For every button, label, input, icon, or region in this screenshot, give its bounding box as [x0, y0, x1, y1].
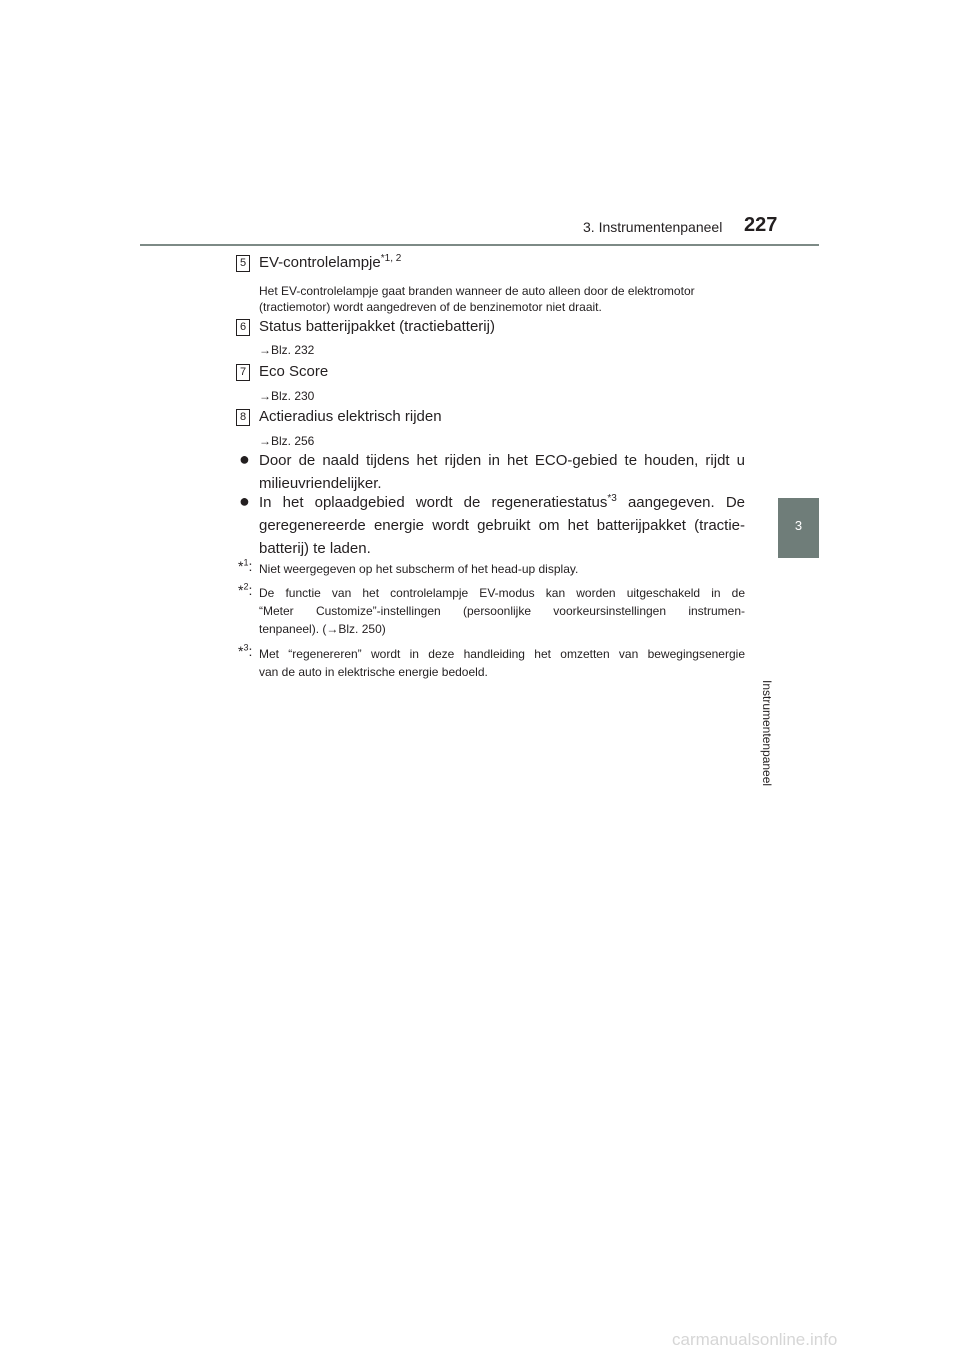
bullet-icon: ● — [239, 491, 250, 511]
footnote-marker — [238, 558, 252, 574]
footnote-colon: : — [248, 582, 253, 598]
page-reference[interactable]: →Blz. 256 — [259, 434, 315, 448]
bullet-text — [259, 491, 745, 560]
item-number-box: 6 — [236, 319, 250, 336]
page-number: 227 — [744, 214, 778, 236]
footnote-number: 1 — [243, 557, 249, 568]
item-number-box: 8 — [236, 409, 250, 426]
footnote-marker — [238, 643, 252, 659]
bullet-line: geregenereerde energie wordt gebruikt om het batterijpakket (tractie- — [259, 517, 745, 534]
bullet-line — [259, 491, 745, 514]
footnote-marker — [238, 582, 252, 598]
footnote-number: 3 — [243, 642, 249, 653]
bullet-icon: ● — [239, 449, 250, 469]
header-divider — [140, 244, 819, 246]
page-reference[interactable]: →Blz. 232 — [259, 343, 315, 357]
footnote-star: * — [238, 558, 244, 574]
page-reference[interactable]: →Blz. 230 — [259, 389, 315, 403]
bullet-text — [259, 449, 745, 495]
item-title — [259, 254, 401, 271]
footnote-text — [259, 645, 745, 681]
footnote-star: * — [238, 643, 244, 659]
item-title: Status batterijpakket (tractiebatterij) — [259, 318, 495, 335]
chapter-label: Instrumentenpaneel — [760, 680, 774, 787]
chapter-tab — [778, 498, 819, 558]
footnote-text — [259, 584, 745, 638]
footnote-line: De functie van het controlelampje EV-modus kan worden uitgeschakeld in de — [259, 586, 745, 600]
footnote-colon: : — [248, 643, 253, 659]
section-title: 3. Instrumentenpaneel — [583, 219, 723, 235]
footnote-colon: : — [248, 558, 253, 574]
footnote-line: Met “regenereren” wordt in deze handleiding het omzetten van bewegingsenergie — [259, 647, 745, 661]
item-number-box: 5 — [236, 255, 250, 272]
footnote-number: 2 — [243, 581, 249, 592]
chapter-number: 3 — [794, 518, 803, 533]
footnote-line: “Meter Customize”-instellingen (persoonlijke voorkeursinstellingen instrumen- — [259, 604, 745, 618]
footnote-text — [259, 560, 745, 578]
footnote-line: tenpaneel). (→Blz. 250) — [259, 622, 386, 636]
footnote-reference: *3 — [607, 493, 617, 504]
footnote-line: van de auto in elektrische energie bedoeld. — [259, 665, 488, 679]
watermark: carmanualsonline.info — [672, 1330, 838, 1349]
bullet-line: Door de naald tijdens het rijden in het ECO-gebied te houden, rijdt u — [259, 452, 745, 469]
bullet-line: batterij) te laden. — [259, 540, 371, 557]
item-title: Actieradius elektrisch rijden — [259, 408, 442, 425]
footnote-star: * — [238, 582, 244, 598]
item-title-text: EV-controlelampje — [259, 254, 381, 271]
description-line: (tractiemotor) wordt aangedreven of de benzinemotor niet draait. — [259, 300, 602, 314]
item-title: Eco Score — [259, 363, 329, 380]
footnote-line: Niet weergegeven op het subscherm of het head-up display. — [259, 562, 579, 576]
bullet-line-text: In het oplaadgebied wordt de regeneratiestatus — [259, 494, 608, 511]
bullet-line: milieuvriendelijker. — [259, 475, 382, 492]
item-number-box: 7 — [236, 364, 250, 381]
item-description — [259, 283, 745, 315]
description-line: Het EV-controlelampje gaat branden wanneer de auto alleen door de elektromotor — [259, 284, 695, 298]
bullet-line-text: aangegeven. De — [616, 494, 745, 511]
footnote-reference: *1, 2 — [380, 253, 402, 264]
